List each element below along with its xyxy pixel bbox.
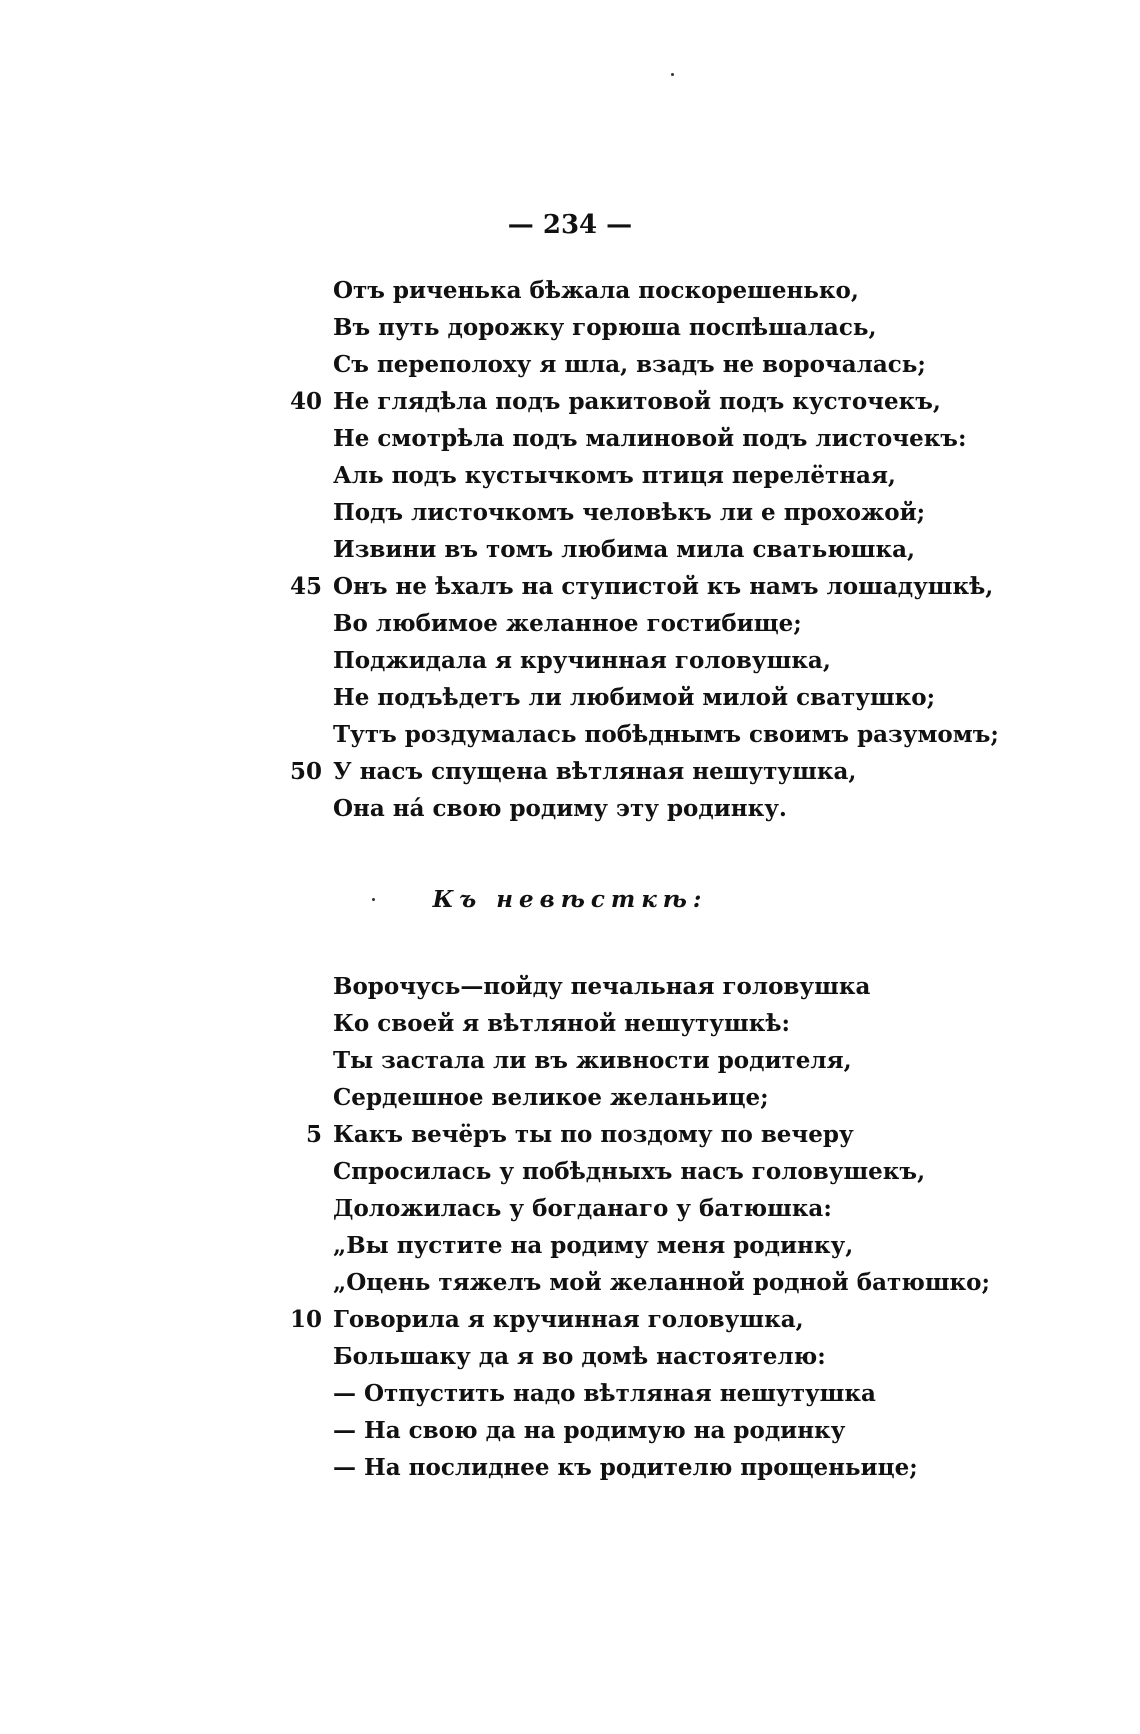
verse-line bbox=[0, 1449, 1140, 1486]
verse-line bbox=[0, 1338, 1140, 1375]
verse-text: Сердешное великое желаньице; bbox=[333, 1084, 769, 1111]
verse-line bbox=[0, 568, 1140, 605]
verse-line bbox=[0, 420, 1140, 457]
verse-line bbox=[0, 679, 1140, 716]
verse-text: Подъ листочкомъ человѣкъ ли е прохожой; bbox=[333, 499, 926, 526]
verse-text: Онъ не ѣхалъ на ступистой къ намъ лошадушкѣ, bbox=[333, 573, 994, 600]
line-number: 50 bbox=[289, 758, 322, 785]
verse-text: Доложилась у богданаго у батюшка: bbox=[333, 1195, 832, 1222]
verse-text: „Оцень тяжелъ мой желанной родной батюшко; bbox=[333, 1269, 990, 1296]
verse-line bbox=[0, 790, 1140, 827]
verse-text: Поджидала я кручинная головушка, bbox=[333, 647, 831, 674]
verse-line bbox=[0, 1116, 1140, 1153]
verse-line bbox=[0, 753, 1140, 790]
verse-line bbox=[0, 1301, 1140, 1338]
verse-text: Отъ риченька бѣжала поскорешенько, bbox=[333, 277, 859, 304]
verse-text: — Отпустить надо вѣтляная нешутушка bbox=[333, 1380, 876, 1407]
verse-line bbox=[0, 457, 1140, 494]
verse-text: Большаку да я во домѣ настоятелю: bbox=[333, 1343, 826, 1370]
line-number: 40 bbox=[289, 388, 322, 415]
verse-line bbox=[0, 309, 1140, 346]
verse-text: Извини въ томъ любима мила сватьюшка, bbox=[333, 536, 916, 563]
verse-text: Ворочусь—пойду печальная головушка bbox=[333, 973, 871, 1000]
section-heading: Къ невѣсткѣ: bbox=[432, 886, 708, 913]
line-number: 45 bbox=[289, 573, 322, 600]
verse-line bbox=[0, 642, 1140, 679]
verse-line bbox=[0, 1079, 1140, 1116]
verse-text: „Вы пустите на родиму меня родинку, bbox=[333, 1232, 854, 1259]
verse-line bbox=[0, 1005, 1140, 1042]
print-speck bbox=[671, 73, 674, 76]
verse-line bbox=[0, 383, 1140, 420]
poem-stanza-1 bbox=[0, 272, 1140, 827]
verse-text: Ты застала ли въ живности родителя, bbox=[333, 1047, 852, 1074]
verse-line bbox=[0, 272, 1140, 309]
verse-text: Во любимое желанное гостибище; bbox=[333, 610, 802, 637]
verse-line bbox=[0, 494, 1140, 531]
verse-text: — На свою да на родимую на родинку bbox=[333, 1417, 846, 1444]
line-number: 10 bbox=[289, 1306, 322, 1333]
verse-text: Съ переполоху я шла, взадъ не ворочалась; bbox=[333, 351, 926, 378]
verse-line bbox=[0, 1227, 1140, 1264]
verse-text: Тутъ роздумалась побѣднымъ своимъ разумомъ; bbox=[333, 721, 999, 748]
verse-line bbox=[0, 716, 1140, 753]
verse-line bbox=[0, 346, 1140, 383]
verse-text: Въ путь дорожку горюша поспѣшалась, bbox=[333, 314, 877, 341]
verse-text: Не подъѣдетъ ли любимой милой сватушко; bbox=[333, 684, 936, 711]
verse-line bbox=[0, 968, 1140, 1005]
verse-text: Спросилась у побѣдныхъ насъ головушекъ, bbox=[333, 1158, 926, 1185]
line-number: 5 bbox=[305, 1121, 322, 1148]
verse-text: Ко своей я вѣтляной нешутушкѣ: bbox=[333, 1010, 791, 1037]
verse-text: Не глядѣла подъ ракитовой подъ кусточекъ, bbox=[333, 388, 941, 415]
verse-text: — На послиднее къ родителю прощеньице; bbox=[333, 1454, 918, 1481]
verse-line bbox=[0, 605, 1140, 642]
verse-line bbox=[0, 1412, 1140, 1449]
verse-text: Не смотрѣла подъ малиновой подъ листочекъ: bbox=[333, 425, 967, 452]
verse-text: Какъ вечёръ ты по поздому по вечеру bbox=[333, 1121, 854, 1148]
verse-line bbox=[0, 1264, 1140, 1301]
verse-line bbox=[0, 1190, 1140, 1227]
verse-line bbox=[0, 531, 1140, 568]
page-number: — 234 — bbox=[507, 210, 633, 240]
poem-stanza-2 bbox=[0, 968, 1140, 1486]
verse-text: Говорила я кручинная головушка, bbox=[333, 1306, 804, 1333]
verse-text: У насъ спущена вѣтляная нешутушка, bbox=[333, 758, 857, 785]
verse-text: Аль подъ кустычкомъ птиця перелётная, bbox=[333, 462, 896, 489]
verse-line bbox=[0, 1375, 1140, 1412]
verse-text: Она на́ свою родиму эту родинку. bbox=[333, 795, 787, 822]
verse-line bbox=[0, 1153, 1140, 1190]
verse-line bbox=[0, 1042, 1140, 1079]
